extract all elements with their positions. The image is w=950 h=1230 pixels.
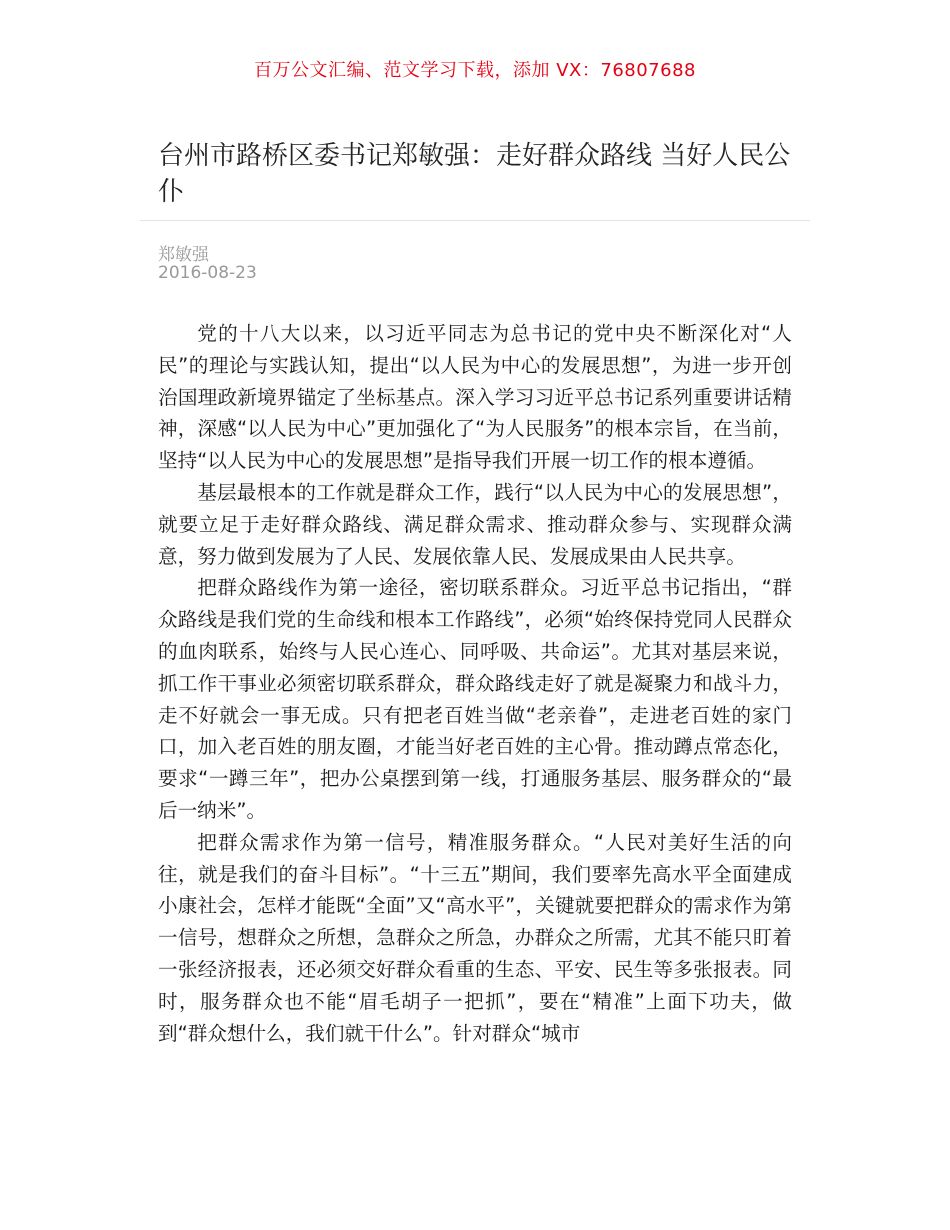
article-author: 郑敏强 [158,245,209,265]
article-paragraph: 把群众需求作为第一信号，精准服务群众。“人民对美好生活的向往，就是我们的奋斗目标”。“十三五”期间，我们要率先高水平全面建成小康社会，怎样才能既“全面”又“高水平”，关键就要把群众的需求作为第一信号，想群众之所想，急群众之所急，办群众之所需，尤其不能只盯着一张经济报表，还必须交好群众看重的生态、平安、民生等多张报表。同时，服务群众也不能“眉毛胡子一把抓”，要在“精准”上面下功夫，做到“群众想什么，我们就干什么”。针对群众“城市 [158,830,792,1045]
article-date: 2016-08-23 [158,263,257,283]
article-body [158,318,792,1049]
article-paragraph: 基层最根本的工作就是群众工作，践行“以人民为中心的发展思想”，就要立足于走好群众路线、满足群众需求、推动群众参与、实现群众满意，努力做到发展为了人民、发展依靠人民、发展成果由人民共享。 [158,480,792,568]
article-paragraph: 党的十八大以来，以习近平同志为总书记的党中央不断深化对“人民”的理论与实践认知，提出“以人民为中心的发展思想”，为进一步开创治国理政新境界锚定了坐标基点。深入学习习近平总书记系列重要讲话精神，深感“以人民为中心”更加强化了“为人民服务”的根本宗旨，在当前，坚持“以人民为中心的发展思想”是指导我们开展一切工作的根本遵循。 [158,322,792,473]
title-divider [140,220,810,221]
article-title: 台州市路桥区委书记郑敏强：走好群众路线 当好人民公仆 [158,141,791,207]
promo-banner: 百万公文汇编、范文学习下载，添加 VX：76807688 [254,60,696,81]
article-paragraph: 把群众路线作为第一途径，密切联系群众。习近平总书记指出，“群众路线是我们党的生命线和根本工作路线”，必须“始终保持党同人民群众的血肉联系，始终与人民心连心、同呼吸、共命运”。尤其对基层来说，抓工作干事业必须密切联系群众，群众路线走好了就是凝聚力和战斗力，走不好就会一事无成。只有把老百姓当做“老亲眷”，走进老百姓的家门口，加入老百姓的朋友圈，才能当好老百姓的主心骨。推动蹲点常态化，要求“一蹲三年”，把办公桌摆到第一线，打通服务基层、服务群众的“最后一纳米”。 [158,576,792,822]
